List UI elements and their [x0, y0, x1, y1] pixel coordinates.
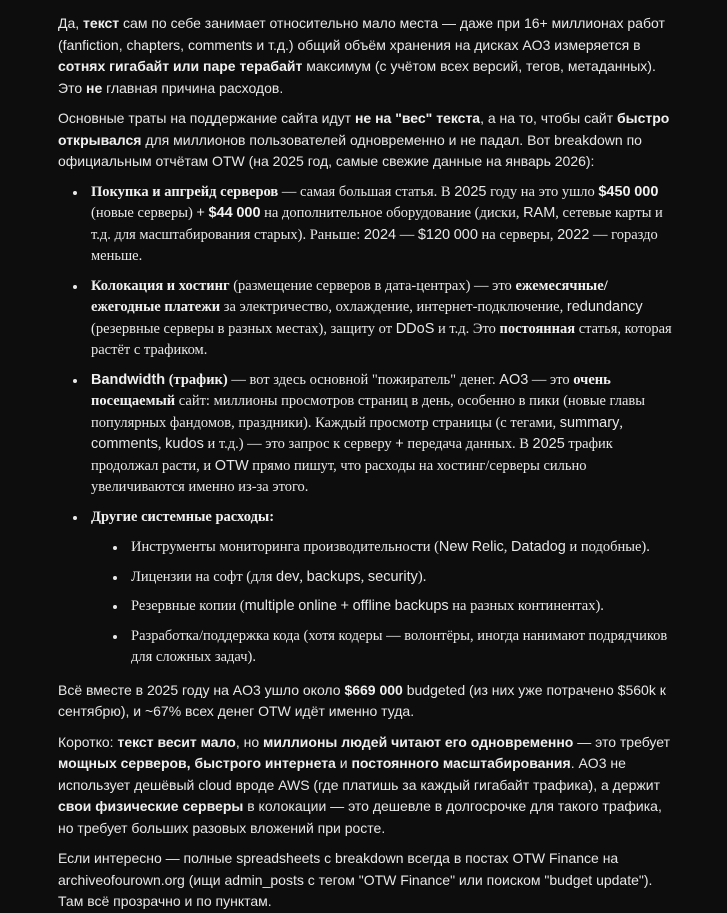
bold-text: миллионы людей читают его одновременно — [263, 733, 574, 750]
sub-bullet-list — [91, 537, 677, 669]
list-item — [87, 370, 677, 499]
paragraph — [58, 732, 677, 840]
text-segment: Всё вместе в 2025 году на AO3 ушло около — [58, 681, 345, 698]
bold-text: ежемесячные/ежегодные платежи — [91, 277, 608, 315]
text-segment: статья, которая растёт с трафиком. — [91, 320, 672, 358]
text-segment: — это требует — [573, 733, 670, 750]
text-segment: Лицензии на софт (для dev, backups, security). — [131, 568, 427, 585]
bold-text: не на "вес" текста — [354, 110, 481, 126]
bold-text: не — [86, 79, 103, 96]
text-segment: (размещение серверов в дата-центрах) — это — [229, 277, 516, 294]
paragraph — [58, 680, 677, 723]
list-item — [87, 182, 677, 268]
text-segment: сайт: миллионы просмотров страниц в день, особенно в пики (новые главы популярных фандомов, праздники). Каждый просмотр страницы (с тегами, summary, comments, kudos и т.д.) — это запрос к серверу + передача данных. В 2025 трафик продолжал расти, и OTW прямо пишут, что расходы на хостинг/серверы сильно увеличиваются именно из-за этого. — [91, 393, 646, 495]
bold-text: текст — [83, 15, 120, 31]
text-segment: Разработка/поддержка кода (хотя кодеры — волонтёры, иногда нанимают подрядчиков для сложных задач). — [131, 627, 668, 665]
text-segment: Инструменты мониторинга производительности (New Relic, Datadog и подобные). — [131, 539, 650, 555]
bold-text: $669 000 — [344, 681, 403, 698]
bold-text: сотнях гигабайт или паре терабайт — [58, 58, 303, 74]
text-segment: Основные траты на поддержание сайта идут — [58, 110, 355, 126]
bold-text: Другие системные расходы: — [91, 508, 275, 525]
text-segment: и — [335, 755, 352, 771]
text-segment: для миллионов пользователей одновременно и не падал. Вот breakdown по официальным отчётам OTW (на 2025 год, самые свежие данные на январь 2026): — [58, 131, 642, 169]
bold-text: $44 000 — [208, 205, 261, 221]
text-segment: Резервные копии (multiple online + offline backups на разных континентах). — [131, 598, 604, 614]
bold-text: свои физические серверы — [58, 798, 244, 814]
text-segment: Если интересно — полные spreadsheets с breakdown всегда в постах OTW Finance на archiveofourown.org (ищи admin_posts с тегом "OTW Finance" или поиском "budget update"). Там всё прозрачно и по пунктам. — [58, 850, 653, 909]
text-segment: , но — [235, 733, 264, 750]
bold-text: быстро открывался — [58, 110, 670, 148]
list-item — [127, 567, 677, 589]
text-segment: , а на то, чтобы сайт — [480, 110, 617, 126]
text-segment: Коротко: — [58, 733, 118, 750]
list-item — [127, 537, 677, 559]
text-segment: — вот здесь основной "пожиратель" денег. AO3 — это — [227, 371, 574, 388]
paragraph — [58, 13, 677, 99]
bold-text: очень посещаемый — [91, 371, 611, 409]
bold-text: $450 000 — [598, 183, 659, 200]
bold-text: мощных серверов, быстрого интернета — [58, 755, 336, 771]
bold-text: текст весит мало — [117, 733, 236, 750]
text-segment: сам по себе занимает относительно мало места — даже при 16+ миллионах работ (fanfiction, chapters, comments и т.д.) общий объём хранения на дисках AO3 измеряется в — [58, 15, 665, 53]
list-item — [87, 507, 677, 669]
text-segment: на дополнительное оборудование (диски, RAM, сетевые карты и т.д. для масштабирования старых). Раньше: 2024 — $120 000 на серверы, 2022 — гораздо меньше. — [91, 205, 663, 264]
text-segment: в колокации — это дешевле в долгосрочке для такого трафика, но требует больших разовых вложений при росте. — [58, 798, 662, 836]
paragraph — [58, 108, 677, 173]
bold-text: Колокация и хостинг — [91, 277, 230, 294]
bold-text: Покупка и апгрейд серверов — [91, 183, 279, 200]
text-segment: Да, — [58, 15, 84, 31]
text-segment: . AO3 не использует дешёвый cloud вроде AWS (где платишь за каждый гигабайт трафика), а держит — [58, 755, 661, 793]
text-segment: за электричество, охлаждение, интернет-подключение, redundancy (резервные серверы в разных местах), защиту от DDoS и т.д. Это — [91, 299, 643, 337]
text-segment: (новые серверы) + — [91, 205, 209, 221]
text-segment: главная причина расходов. — [102, 79, 284, 96]
text-segment: максимум (с учётом всех версий, тегов, метаданных). Это — [58, 58, 656, 96]
bold-text: постоянная — [499, 320, 576, 337]
bold-text: Bandwidth (трафик) — [91, 371, 228, 388]
list-item — [87, 276, 677, 362]
text-segment: budgeted (из них уже потрачено $560k к сентябрю), и ~67% всех денег OTW идёт именно туда. — [58, 681, 666, 719]
list-item — [127, 626, 677, 669]
list-item — [127, 596, 677, 618]
paragraph — [58, 848, 677, 913]
bullet-list — [58, 182, 677, 669]
text-segment: — самая большая статья. В 2025 году на это ушло — [278, 183, 599, 200]
bold-text: постоянного масштабирования — [351, 755, 571, 771]
